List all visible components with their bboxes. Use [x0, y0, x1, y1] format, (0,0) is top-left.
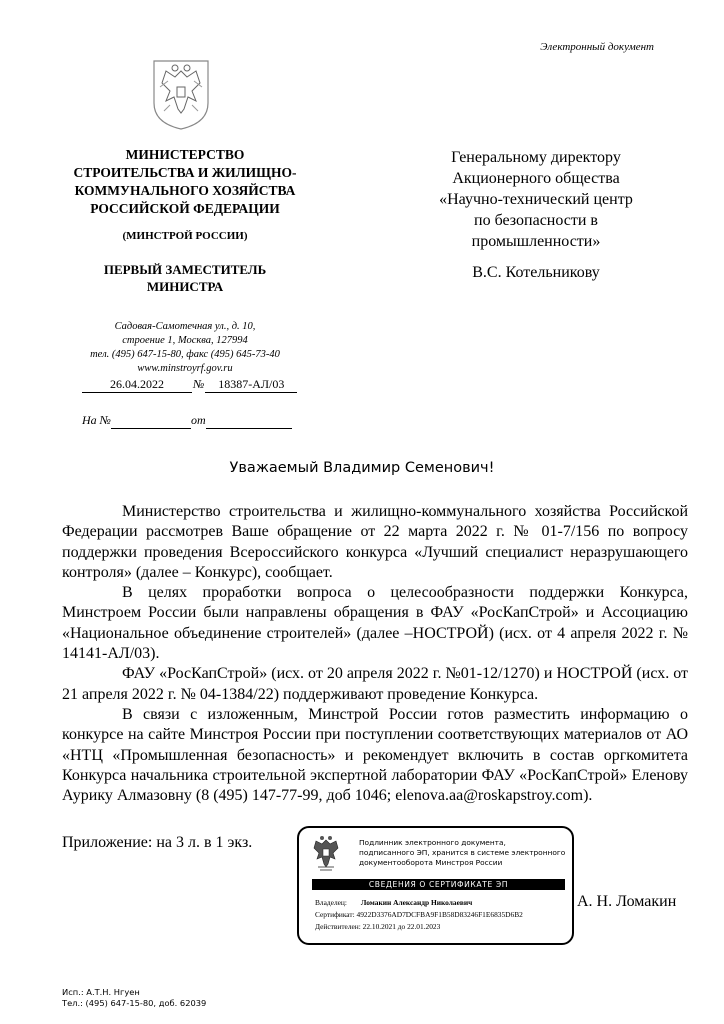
ministry-line: РОССИЙСКОЙ ФЕДЕРАЦИИ — [90, 201, 280, 216]
signer-title — [60, 261, 310, 295]
stamp-validity: Действителен: 22.10.2021 до 22.01.2023 — [315, 922, 441, 931]
address-line: www.minstroyrf.gov.ru — [137, 363, 233, 374]
recipient-block — [418, 147, 654, 252]
signer-title-line: МИНИСТРА — [146, 279, 224, 294]
executor-phone: Тел.: (495) 647-15-80, доб. 62039 — [62, 997, 207, 1008]
greeting: Уважаемый Владимир Семенович! — [229, 460, 495, 476]
recipient-line: «Научно-технический центр — [439, 191, 633, 208]
ministry-line: МИНИСТЕРСТВО — [125, 147, 245, 162]
coat-of-arms-icon — [148, 57, 214, 131]
stamp-owner-label: Владелец: — [315, 898, 347, 907]
stamp-header-line: подписанного ЭП, хранится в системе электронного — [359, 848, 566, 857]
sender-address — [60, 320, 310, 376]
letter-body — [62, 502, 688, 806]
electronic-signature-stamp — [297, 826, 574, 945]
stamp-certificate-bar: СВЕДЕНИЯ О СЕРТИФИКАТЕ ЭП — [312, 879, 565, 890]
executor-name: Исп.: А.Т.Н. Нгуен — [62, 987, 140, 997]
recipient-line: Акционерного общества — [452, 170, 620, 187]
address-line: строение 1, Москва, 127994 — [122, 335, 248, 346]
registration-number-label: № — [193, 377, 205, 391]
ministry-name — [60, 146, 310, 218]
recipient-line: по безопасности в — [474, 212, 598, 229]
recipient-name: В.С. Котельникову — [472, 264, 600, 281]
stamp-coat-of-arms-icon — [309, 834, 343, 874]
executor-info — [62, 987, 206, 1008]
stamp-header — [359, 838, 571, 868]
attachment-note: Приложение: на 3 л. в 1 экз. — [62, 834, 253, 851]
stamp-owner: Ломакин Александр Николаевич — [360, 898, 473, 907]
reference-label: На № — [82, 413, 111, 427]
paragraph: Министерство строительства и жилищно-коммунального хозяйства Российской Федерации рассмотрев Ваше обращение от 22 марта 2022 г. № 01-7/156 по вопросу поддержки проведения Всероссийского конкурса «Лучший специалист неразрушающего контроля» (далее – Конкурс), сообщает. — [62, 503, 688, 581]
address-line: тел. (495) 647-15-80, факс (495) 645-73-40 — [90, 349, 280, 360]
signatory-name: А. Н. Ломакин — [577, 893, 677, 910]
signer-title-line: ПЕРВЫЙ ЗАМЕСТИТЕЛЬ — [103, 262, 267, 277]
reference-number-blank — [111, 413, 191, 429]
reference-line — [82, 413, 292, 429]
stamp-header-line: документооборота Минстроя России — [359, 858, 503, 867]
stamp-owner-row — [315, 898, 472, 907]
paragraph: В целях проработки вопроса о целесообразности поддержки Конкурса, Минстроем России были направлены обращения в ФАУ «РосКапСтрой» и Ассоциацию «Национальное объединение строителей» (далее –НОСТРОЙ) (исх. от 4 апреля 2022 г. № 14141-АЛ/03). — [62, 584, 688, 663]
ministry-line: СТРОИТЕЛЬСТВА И ЖИЛИЩНО- — [73, 165, 297, 180]
registration-date: 26.04.2022 — [82, 377, 192, 393]
electronic-document-note: Электронный документ — [540, 41, 654, 53]
address-line: Садовая-Самотечная ул., д. 10, — [114, 321, 256, 332]
recipient-line: Генеральному директору — [451, 149, 621, 166]
stamp-header-line: Подлинник электронного документа, — [359, 838, 506, 847]
registration-line — [82, 377, 297, 393]
ministry-line: КОММУНАЛЬНОГО ХОЗЯЙСТВА — [74, 183, 296, 198]
paragraph: ФАУ «РосКапСтрой» (исх. от 20 апреля 2022 г. №01-12/1270) и НОСТРОЙ (исх. от 21 апреля 2022 г. № 04-1384/22) поддерживают проведение Конкурса. — [62, 665, 688, 703]
reference-date-blank — [206, 413, 292, 429]
reference-from-label: от — [190, 413, 206, 427]
paragraph: В связи с изложенным, Минстрой России готов разместить информацию о конкурсе на сайте Минстроя России при поступлении соответствующих материалов от АО «НТЦ «Промышленная безопасность» и рекомендует включить в состав оргкомитета Конкурса начальника строительной экспертной лаборатории ФАУ «РосКапСтрой» Еленову Аурику Алмазовну (8 (495) 147-77-99, доб 1046; elenova.aa@roskapstroy.com). — [62, 705, 688, 805]
registration-number: 18387-АЛ/03 — [205, 377, 297, 393]
stamp-certificate: Сертификат: 4922D3376AD7DCFBA9F1B58D83246F1E6835D6B2 — [315, 910, 523, 919]
ministry-short-name: (МИНСТРОЙ РОССИИ) — [122, 230, 248, 242]
recipient-line: промышленности» — [471, 233, 601, 250]
